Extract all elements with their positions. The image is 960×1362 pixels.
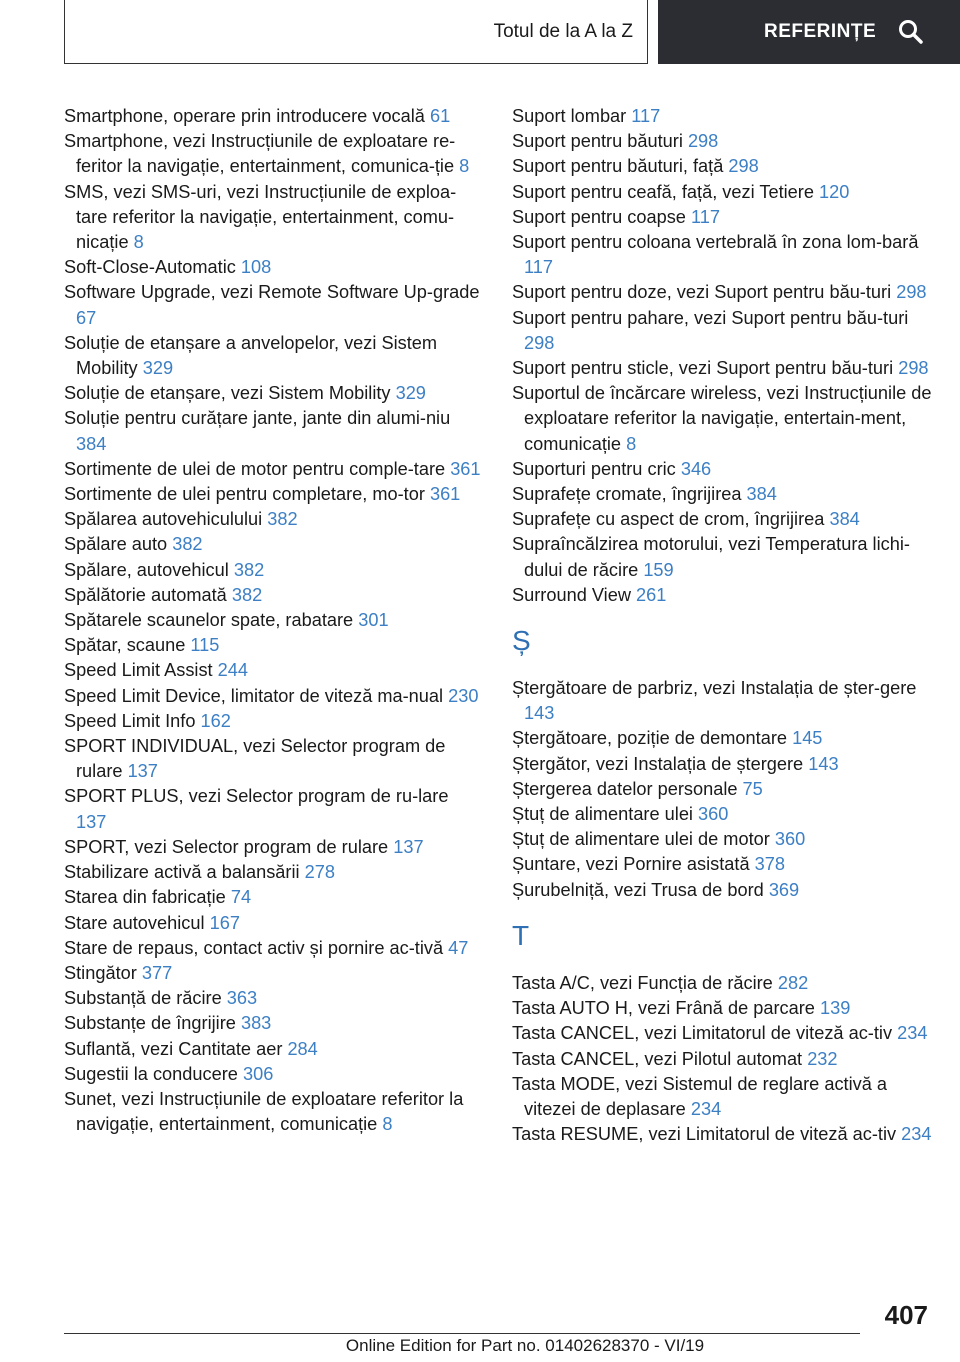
- index-entry: [512, 482, 934, 507]
- index-entry-text: Spălare, autovehicul: [64, 559, 229, 580]
- index-entry-text: Sortimente de ulei de motor pentru comple‐tare: [64, 458, 446, 479]
- page-link[interactable]: 117: [690, 206, 720, 227]
- index-group-t: [512, 971, 934, 1147]
- index-entry-text: Soft-Close-Automatic: [64, 257, 236, 278]
- section-letter-s-comma: Ș: [512, 625, 531, 657]
- page-link[interactable]: 234: [897, 1023, 928, 1044]
- page-link[interactable]: 306: [242, 1063, 274, 1084]
- index-entry: [512, 726, 934, 751]
- index-entry: [64, 684, 482, 709]
- index-entry: [512, 104, 934, 129]
- index-entry: [64, 986, 482, 1011]
- page-number: 407: [884, 1300, 928, 1330]
- page-link[interactable]: 382: [233, 559, 265, 580]
- page-link[interactable]: 137: [127, 761, 158, 782]
- index-entry-text: Tasta CANCEL, vezi Limitatorul de viteză ac‐tiv: [512, 1023, 893, 1044]
- page-link[interactable]: 8: [626, 433, 637, 454]
- page-link[interactable]: 384: [829, 509, 860, 530]
- page-link[interactable]: 139: [819, 998, 851, 1019]
- index-entry-text: Tasta AUTO H, vezi Frână de parcare: [512, 998, 815, 1019]
- page-link[interactable]: 384: [76, 433, 107, 454]
- footer-edition: Online Edition for Part no. 01402628370 - VI/19: [345, 1336, 705, 1355]
- page-link[interactable]: 75: [742, 778, 763, 799]
- page-link[interactable]: 282: [777, 972, 809, 993]
- chapter-title: REFERINȚE: [764, 21, 877, 42]
- page-link[interactable]: 298: [687, 131, 719, 152]
- section-title: Totul de la A la Z: [493, 20, 633, 42]
- index-entry-text: SPORT INDIVIDUAL, vezi Selector program de rulare: [64, 736, 446, 782]
- index-entry: [512, 583, 934, 608]
- index-entry: [512, 356, 934, 381]
- index-entry-text: Ștergătoare, poziție de demontare: [512, 728, 788, 749]
- index-entry: [64, 532, 482, 557]
- page-link[interactable]: 384: [746, 484, 777, 505]
- index-entry-text: Ștuț de alimentare ulei de motor: [512, 829, 770, 850]
- page-link[interactable]: 383: [240, 1013, 272, 1034]
- index-entry: [64, 104, 482, 129]
- page-link[interactable]: 61: [430, 106, 451, 126]
- page-link[interactable]: 8: [133, 232, 144, 253]
- index-entry-text: Starea din fabricație: [64, 887, 226, 908]
- index-entry-text: Ștuț de alimentare ulei: [512, 804, 693, 825]
- index-entry-text: Soluție pentru curățare jante, jante din alumi‐niu: [64, 408, 451, 429]
- index-entry-text: Spălare auto: [64, 534, 168, 555]
- page-link[interactable]: 143: [524, 703, 555, 724]
- index-entry-text: Soluție de etanșare a anvelopelor, vezi Sistem Mobility: [64, 332, 438, 379]
- index-entry: [64, 331, 482, 381]
- index-entry-text: Speed Limit Device, limitator de viteză ma‐nual: [64, 685, 444, 706]
- index-entry: [64, 1062, 482, 1087]
- page-link[interactable]: 8: [382, 1114, 393, 1135]
- index-entry: [512, 507, 934, 532]
- index-entry-text: Substanță de răcire: [64, 988, 222, 1009]
- index-entry: [64, 658, 482, 683]
- page-link[interactable]: 298: [524, 332, 555, 353]
- index-entry-text: Sugestii la conducere: [64, 1063, 238, 1084]
- index-entry-text: Stare de repaus, contact activ și pornire ac‐tivă: [64, 937, 444, 958]
- index-entry: [512, 306, 934, 356]
- page-link[interactable]: 377: [141, 962, 173, 983]
- index-entry-text: Stabilizare activă a balansării: [64, 862, 300, 883]
- index-entry-text: Șuntare, vezi Pornire asistată: [512, 854, 750, 875]
- index-entry: [64, 860, 482, 885]
- page-link[interactable]: 244: [217, 660, 249, 681]
- page-link[interactable]: 329: [142, 358, 174, 379]
- page-link[interactable]: 369: [768, 879, 800, 900]
- page-link[interactable]: 47: [448, 937, 469, 958]
- page-link[interactable]: 363: [226, 988, 258, 1009]
- index-entry-text: Suflantă, vezi Cantitate aer: [64, 1038, 283, 1059]
- index-entry-text: Spătar, scaune: [64, 635, 186, 656]
- index-entry: [512, 230, 934, 280]
- index-entry: [512, 154, 934, 179]
- page-link[interactable]: 382: [267, 509, 298, 530]
- page-link[interactable]: 278: [304, 862, 335, 883]
- index-entry-text: Suport pentru doze, vezi Suport pentru bău‐turi: [512, 282, 892, 303]
- page-link[interactable]: 346: [680, 458, 712, 479]
- index-entry: [512, 280, 934, 305]
- index-entry: [512, 676, 934, 726]
- index-entry: [512, 532, 934, 582]
- index-entry-text: Software Upgrade, vezi Remote Software Up‐grade: [64, 282, 480, 303]
- index-entry: [64, 608, 482, 633]
- index-entry: [512, 752, 934, 777]
- index-entry-text: SMS, vezi SMS-uri, vezi Instrucțiunile de exploa‐tare referitor la navigație, entertainment, comu‐nicație: [64, 181, 457, 253]
- page-link[interactable]: 117: [524, 257, 553, 278]
- index-entry: [512, 180, 934, 205]
- index-entry-text: Speed Limit Info: [64, 710, 196, 731]
- page-link[interactable]: 145: [792, 728, 823, 749]
- index-entry: [64, 1037, 482, 1062]
- page-link[interactable]: 301: [358, 610, 389, 631]
- index-entry-text: Suport pentru ceafă, față, vezi Tetiere: [512, 181, 814, 202]
- page-link[interactable]: 382: [172, 534, 203, 555]
- page-link[interactable]: 74: [230, 887, 252, 908]
- page-link[interactable]: 8: [459, 156, 470, 177]
- page-link[interactable]: 378: [754, 854, 785, 875]
- index-entry: [512, 971, 934, 996]
- index-entry-text: Smartphone, operare prin introducere vocală: [64, 106, 425, 126]
- index-entry-text: Suport pentru sticle, vezi Suport pentru bău‐turi: [512, 358, 894, 379]
- page-link[interactable]: 230: [448, 685, 479, 706]
- page-link[interactable]: 261: [636, 584, 667, 605]
- index-entry-text: SPORT PLUS, vezi Selector program de ru‐lare: [64, 786, 449, 807]
- index-entry: [512, 996, 934, 1021]
- index-entry-text: Tasta CANCEL, vezi Pilotul automat: [512, 1048, 803, 1069]
- index-entry: [512, 205, 934, 230]
- index-entry: [64, 936, 482, 961]
- index-entry: [64, 734, 482, 784]
- search-icon[interactable]: [898, 19, 924, 45]
- index-entry: [64, 709, 482, 734]
- index-entry: [64, 180, 482, 256]
- index-entry-text: Soluție de etanșare, vezi Sistem Mobility: [64, 383, 391, 404]
- index-entry-text: Suport pentru pahare, vezi Suport pentru bău‐turi: [512, 307, 909, 328]
- index-entry: [64, 583, 482, 608]
- index-entry-text: Sortimente de ulei pentru completare, mo‐tor: [64, 484, 425, 505]
- index-entry-text: Ștergerea datelor personale: [512, 778, 738, 799]
- index-entry-text: Suprafețe cu aspect de crom, îngrijirea: [512, 509, 825, 530]
- index-entry: [512, 457, 934, 482]
- index-entry: [512, 1021, 934, 1046]
- page-link[interactable]: 234: [690, 1098, 722, 1119]
- index-entry-text: Tasta A/C, vezi Funcția de răcire: [512, 972, 773, 993]
- page-link[interactable]: 137: [76, 811, 107, 832]
- index-entry: [64, 558, 482, 583]
- page-link[interactable]: 167: [209, 912, 240, 933]
- index-entry: [64, 280, 482, 330]
- index-group-su: [512, 104, 934, 608]
- page-link[interactable]: 284: [287, 1038, 318, 1059]
- index-entry: [64, 406, 482, 456]
- index-entry: [512, 381, 934, 457]
- page-link[interactable]: 159: [643, 559, 674, 580]
- header-section-tab[interactable]: [64, 0, 648, 64]
- page-link[interactable]: 382: [231, 584, 263, 605]
- index-entry: [512, 802, 934, 827]
- index-entry-text: Suportul de încărcare wireless, vezi Instrucțiunile de exploatare referitor la navigație, entertain‐ment, comunicație: [512, 383, 932, 454]
- page-link[interactable]: 298: [896, 282, 927, 303]
- index-entry-text: Suprafețe cromate, îngrijirea: [512, 484, 742, 505]
- page-link[interactable]: 361: [450, 458, 481, 479]
- page-link[interactable]: 360: [774, 829, 806, 850]
- index-entry-text: Suporturi pentru cric: [512, 458, 676, 479]
- index-entry-text: Tasta MODE, vezi Sistemul de reglare activă a vitezei de deplasare: [512, 1073, 888, 1119]
- page-link[interactable]: 361: [429, 484, 461, 505]
- index-group-s-comma: [512, 676, 934, 903]
- index-entry: [64, 1011, 482, 1036]
- index-column-right: [512, 104, 934, 1147]
- page-link[interactable]: 232: [807, 1048, 838, 1069]
- index-entry: [64, 885, 482, 910]
- index-entry-text: Spălarea autovehiculului: [64, 509, 263, 530]
- index-entry: [64, 911, 482, 936]
- page-link[interactable]: 298: [728, 156, 759, 177]
- index-entry: [64, 961, 482, 986]
- index-column-left: [64, 104, 482, 1137]
- page-link[interactable]: 234: [901, 1124, 932, 1145]
- section-letter-t: T: [512, 919, 530, 951]
- index-entry: [512, 1047, 934, 1072]
- index-entry: [512, 1122, 934, 1147]
- index-entry-text: Stare autovehicul: [64, 912, 205, 933]
- index-entry-text: Speed Limit Assist: [64, 660, 213, 681]
- index-entry-text: Ștergătoare de parbriz, vezi Instalația de șter‐gere: [512, 678, 917, 699]
- index-entry-text: Șurubelniță, vezi Trusa de bord: [512, 879, 764, 900]
- page-link[interactable]: 143: [808, 753, 839, 774]
- index-entry: [64, 633, 482, 658]
- page-link[interactable]: 117: [631, 106, 661, 126]
- index-entry: [512, 1072, 934, 1122]
- index-entry: [512, 777, 934, 802]
- index-entry-text: SPORT, vezi Selector program de rulare: [64, 836, 389, 857]
- index-entry: [64, 784, 482, 834]
- index-entry: [64, 381, 482, 406]
- index-entry-text: Stingător: [64, 962, 137, 983]
- index-entry: [512, 129, 934, 154]
- index-entry-text: Smartphone, vezi Instrucțiunile de exploatare re‐feritor la navigație, entertainment, comunica‐ție: [64, 131, 456, 177]
- page-link[interactable]: 120: [819, 181, 850, 202]
- index-entry-text: Surround View: [512, 584, 631, 605]
- index-entry: [512, 827, 934, 852]
- page-link[interactable]: 162: [200, 710, 231, 731]
- index-entry-text: Suport pentru băuturi: [512, 131, 683, 152]
- index-entry: [64, 255, 482, 280]
- index-entry-text: Suport pentru coloana vertebrală în zona lom‐bară: [512, 232, 919, 253]
- index-entry: [64, 507, 482, 532]
- index-entry-text: Suport lombar: [512, 106, 627, 126]
- index-entry: [512, 878, 934, 903]
- header-chapter-tab[interactable]: [658, 0, 960, 64]
- index-entry: [64, 1087, 482, 1137]
- page-link[interactable]: 108: [240, 257, 272, 278]
- index-entry: [64, 835, 482, 860]
- index-entry-text: Sunet, vezi Instrucțiunile de exploatare referitor la navigație, entertainment, comunicație: [64, 1088, 464, 1135]
- index-entry-text: Spătarele scaunelor spate, rabatare: [64, 610, 354, 631]
- index-entry-text: Spălătorie automată: [64, 584, 227, 605]
- page-link[interactable]: 67: [76, 307, 97, 328]
- page-link[interactable]: 360: [698, 804, 729, 825]
- index-entry-text: Ștergător, vezi Instalația de ștergere: [512, 753, 804, 774]
- page-link[interactable]: 137: [393, 836, 424, 857]
- footer-divider: [64, 1333, 860, 1334]
- page-link[interactable]: 298: [898, 358, 929, 379]
- page-link[interactable]: 115: [190, 635, 220, 656]
- index-entry: [64, 482, 482, 507]
- index-entry-text: Suport pentru băuturi, față: [512, 156, 724, 177]
- index-entry: [64, 129, 482, 179]
- index-entry-text: Suport pentru coapse: [512, 206, 686, 227]
- page-link[interactable]: 329: [395, 383, 426, 404]
- index-entry: [64, 457, 482, 482]
- index-entry-text: Tasta RESUME, vezi Limitatorul de viteză ac‐tiv: [512, 1124, 897, 1145]
- index-entry-text: Supraîncălzirea motorului, vezi Temperatura lichi‐dului de răcire: [512, 534, 910, 580]
- index-entry-text: Substanțe de îngrijire: [64, 1013, 236, 1034]
- index-entry: [512, 852, 934, 877]
